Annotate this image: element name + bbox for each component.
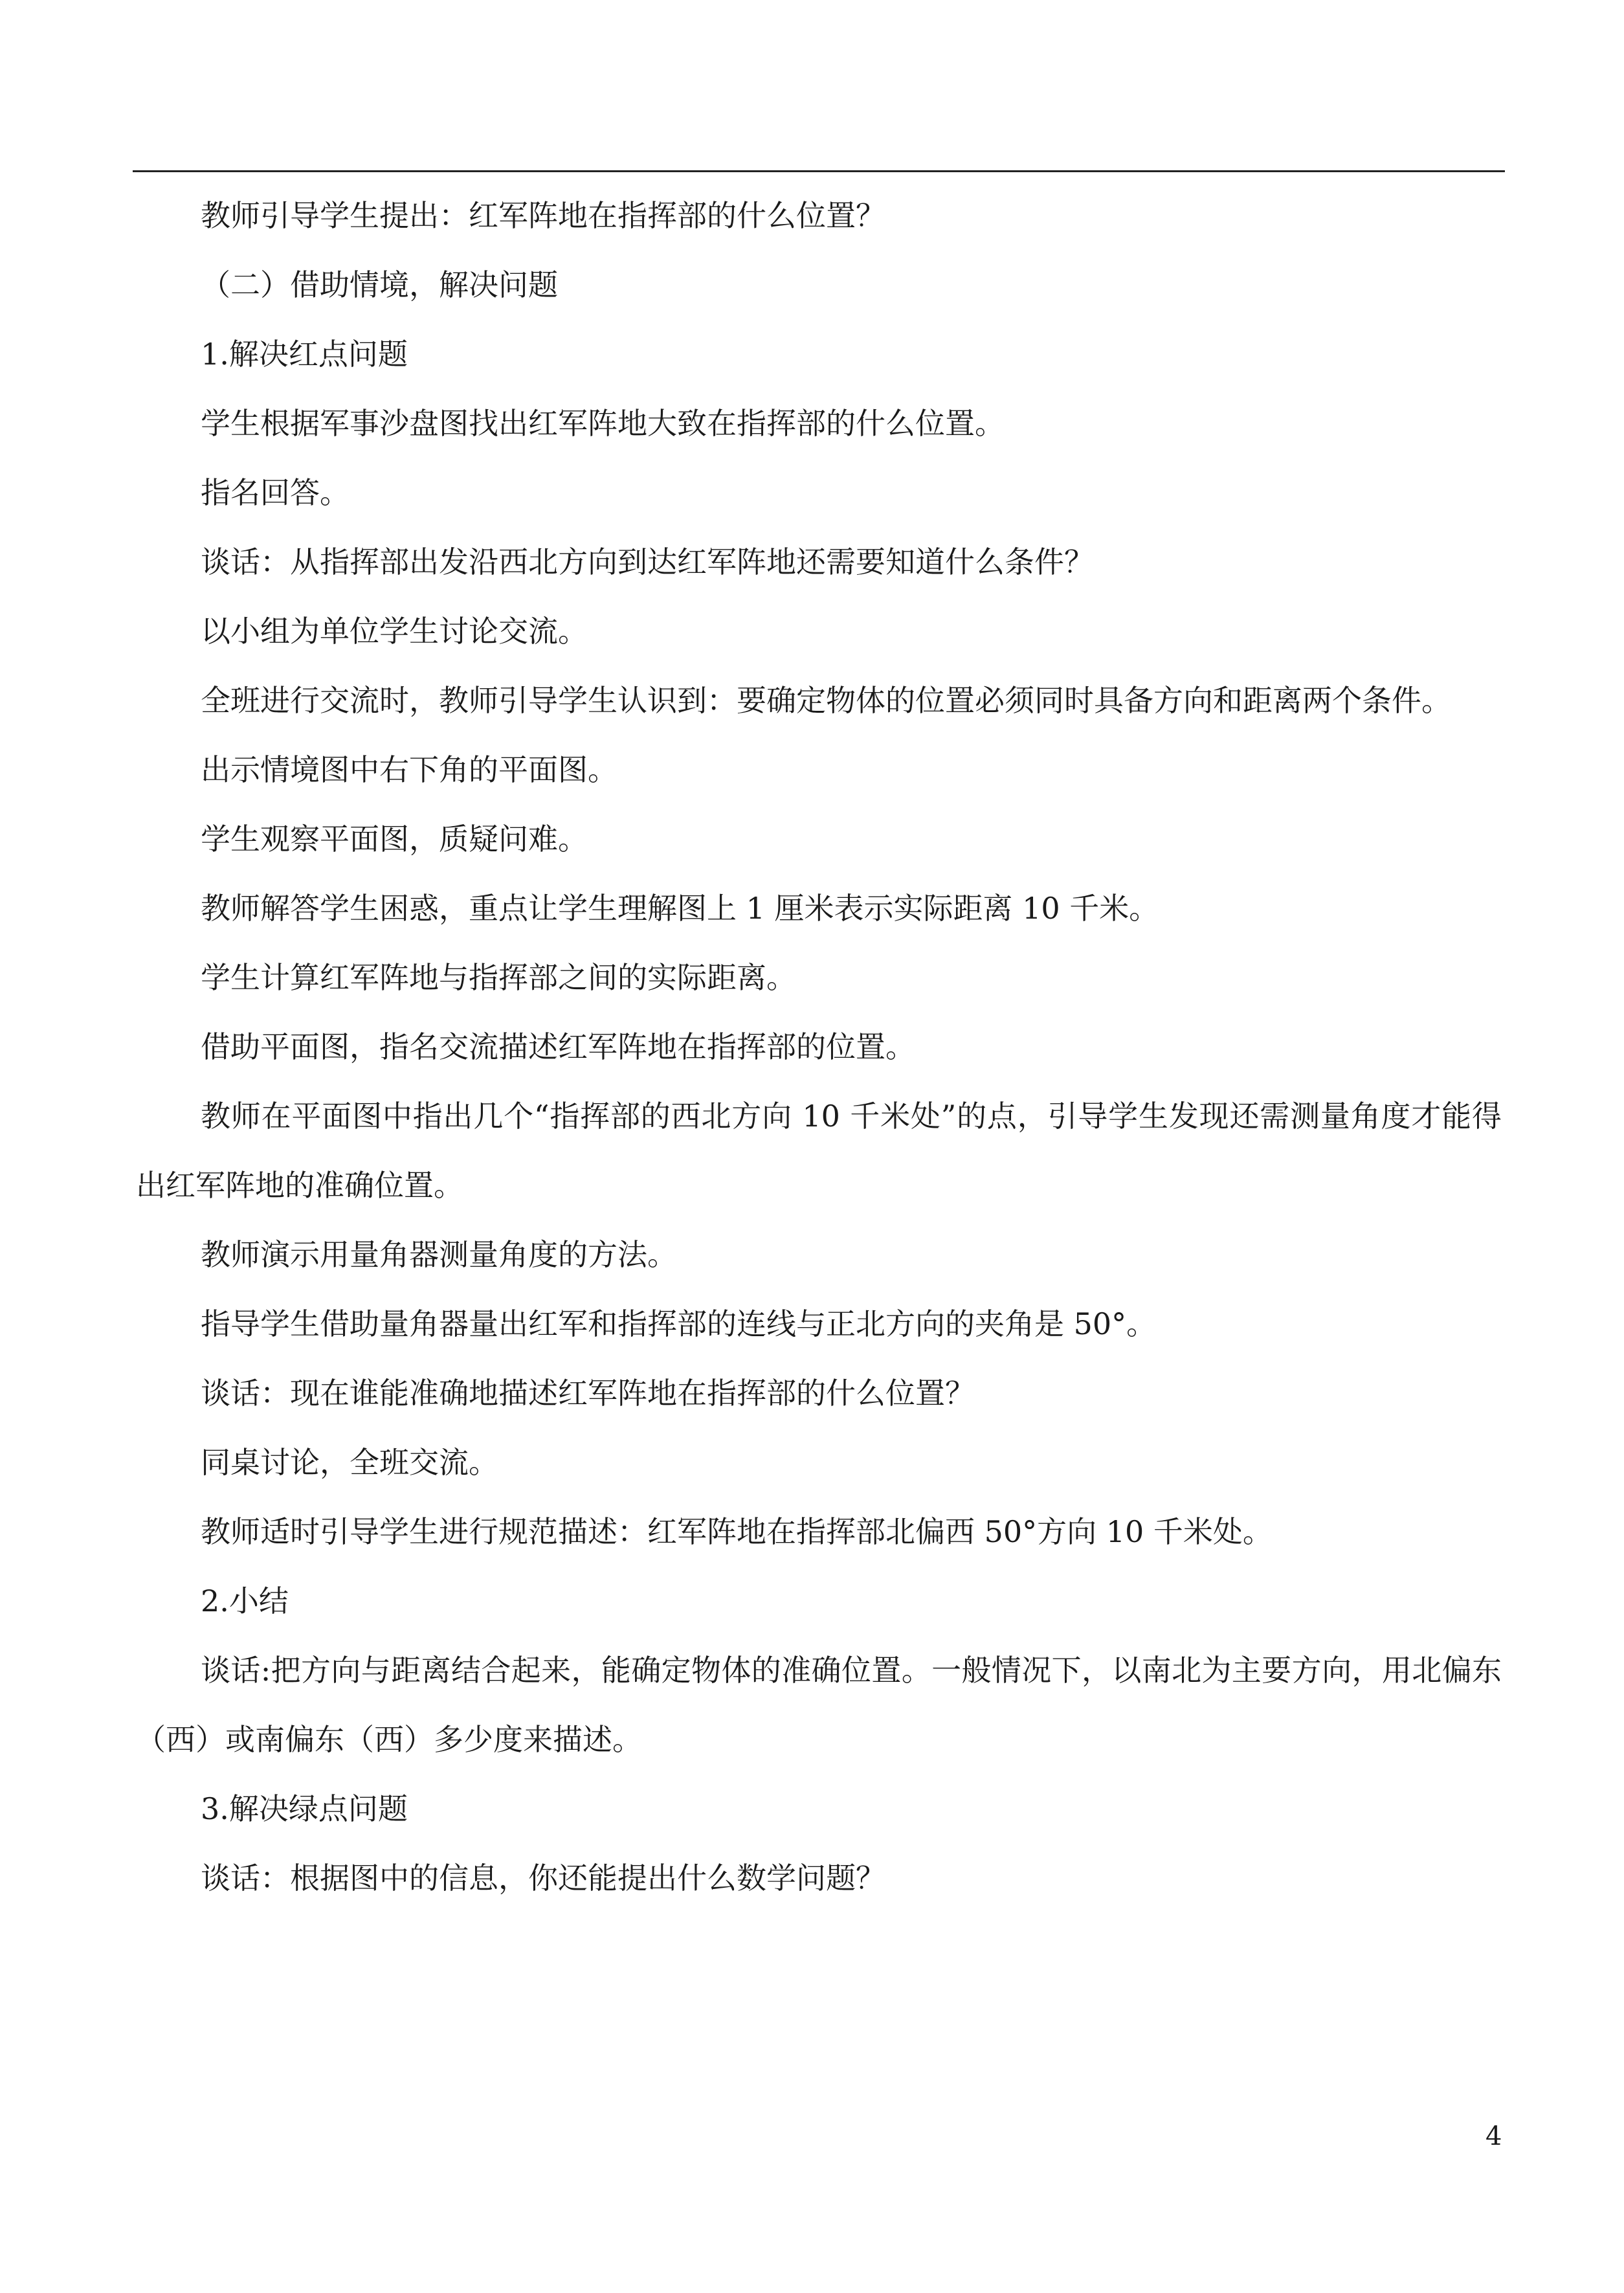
paragraph: 以小组为单位学生讨论交流。 xyxy=(201,614,588,649)
subsection-heading: 3.解决绿点问题 xyxy=(201,1791,408,1826)
paragraph: 教师解答学生困惑，重点让学生理解图上 1 厘米表示实际距离 10 千米。 xyxy=(201,891,1159,926)
header-rule xyxy=(133,170,1505,172)
paragraph: 教师引导学生提出：红军阵地在指挥部的什么位置？ xyxy=(201,198,885,233)
paragraph: 教师演示用量角器测量角度的方法。 xyxy=(201,1237,677,1272)
page-number: 4 xyxy=(1485,2121,1502,2151)
subsection-heading: 1.解决红点问题 xyxy=(201,337,408,372)
paragraph: 借助平面图，指名交流描述红军阵地在指挥部的位置。 xyxy=(201,1029,915,1064)
paragraph: 学生计算红军阵地与指挥部之间的实际距离。 xyxy=(201,960,796,995)
paragraph: 指名回答。 xyxy=(201,475,350,510)
subsection-heading: 2.小结 xyxy=(201,1583,289,1618)
paragraph: 学生观察平面图，质疑问难。 xyxy=(201,822,588,856)
paragraph: 同桌讨论，全班交流。 xyxy=(201,1445,498,1480)
section-heading: （二）借助情境，解决问题 xyxy=(201,267,558,302)
paragraph: 谈话:把方向与距离结合起来，能确定物体的准确位置。一般情况下，以南北为主要方向，用北偏东（西）或南偏东（西）多少度来描述。 xyxy=(136,1653,1502,1757)
paragraph: 出示情境图中右下角的平面图。 xyxy=(201,752,617,787)
paragraph: 学生根据军事沙盘图找出红军阵地大致在指挥部的什么位置。 xyxy=(201,406,1005,441)
paragraph: 全班进行交流时，教师引导学生认识到：要确定物体的位置必须同时具备方向和距离两个条件。 xyxy=(201,683,1451,718)
paragraph: 指导学生借助量角器量出红军和指挥部的连线与正北方向的夹角是 50°。 xyxy=(201,1306,1157,1341)
paragraph: 谈话：现在谁能准确地描述红军阵地在指挥部的什么位置？ xyxy=(201,1376,975,1411)
paragraph: 谈话：从指挥部出发沿西北方向到达红军阵地还需要知道什么条件？ xyxy=(201,544,1094,579)
paragraph: 教师在平面图中指出几个“指挥部的西北方向 10 千米处”的点，引导学生发现还需测量角度才能得出红军阵地的准确位置。 xyxy=(136,1099,1502,1203)
paragraph: 谈话：根据图中的信息，你还能提出什么数学问题？ xyxy=(201,1861,885,1896)
document-body xyxy=(136,181,1502,1913)
paragraph: 教师适时引导学生进行规范描述：红军阵地在指挥部北偏西 50°方向 10 千米处。 xyxy=(201,1514,1273,1549)
